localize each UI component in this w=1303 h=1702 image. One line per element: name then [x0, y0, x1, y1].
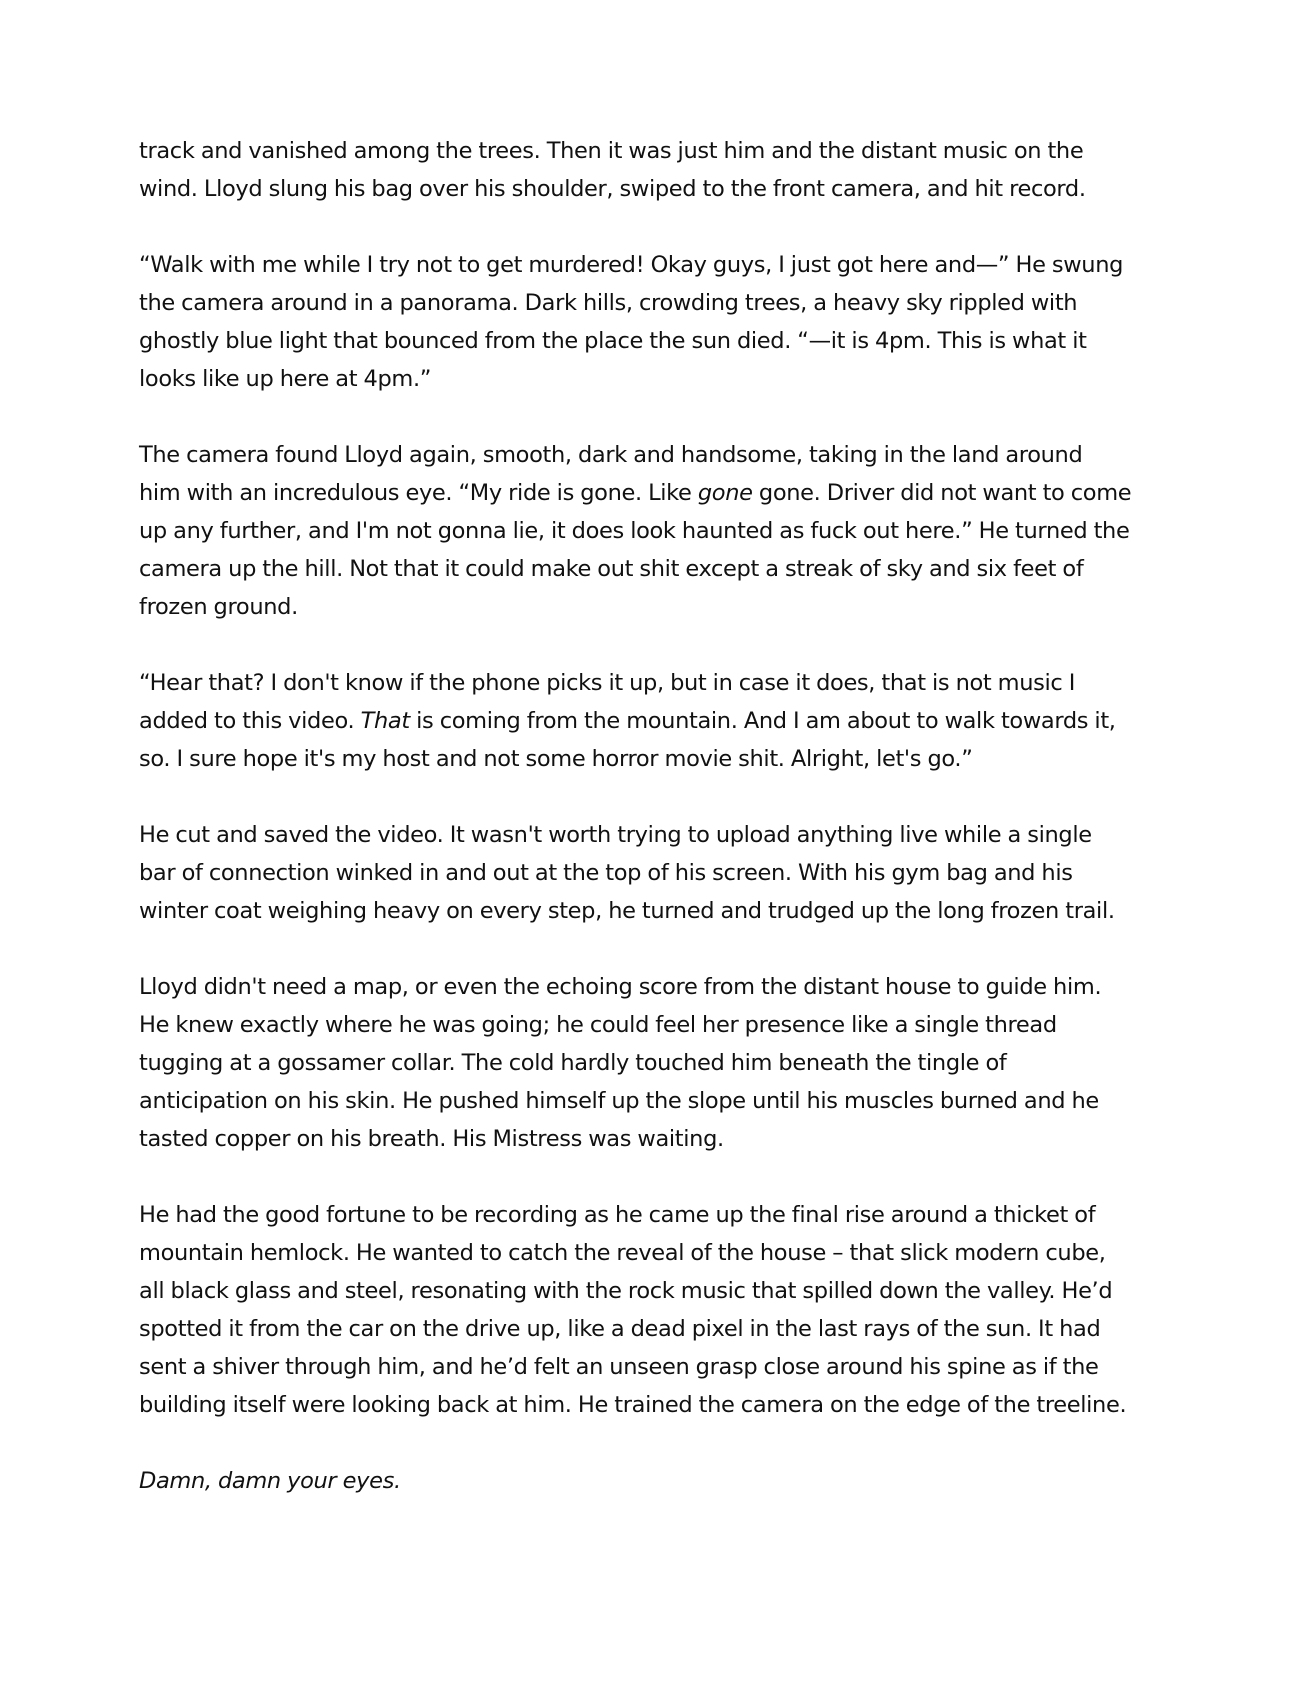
text-line	[139, 1044, 1179, 1082]
document-body	[139, 132, 1179, 1500]
text-segment: is coming from the mountain. And I am about to walk towards it,	[409, 708, 1116, 734]
text-line	[139, 968, 1179, 1006]
paragraph	[139, 968, 1179, 1158]
text-segment: “Hear that? I don't know if the phone picks it up, but in case it does, that is not music I	[139, 670, 1076, 696]
text-segment: He had the good fortune to be recording as he came up the final rise around a thicket of	[139, 1202, 1096, 1228]
document-page	[139, 132, 1179, 1538]
text-segment: He knew exactly where he was going; he could feel her presence like a single thread	[139, 1012, 1057, 1038]
text-line	[139, 1234, 1179, 1272]
text-line	[139, 1006, 1179, 1044]
text-segment: spotted it from the car on the drive up, like a dead pixel in the last rays of the sun. It had	[139, 1316, 1101, 1342]
text-segment: up any further, and I'm not gonna lie, it does look haunted as fuck out here.” He turned the	[139, 518, 1130, 544]
text-line	[139, 1348, 1179, 1386]
italic-text: gone	[697, 480, 753, 506]
text-segment: tugging at a gossamer collar. The cold hardly touched him beneath the tingle of	[139, 1050, 1007, 1076]
italic-text: Damn, damn your eyes.	[139, 1468, 401, 1494]
text-segment: ghostly blue light that bounced from the place the sun died. “—it is 4pm. This is what it	[139, 328, 1087, 354]
text-line	[139, 588, 1179, 626]
text-line	[139, 474, 1179, 512]
paragraph	[139, 132, 1179, 208]
text-segment: looks like up here at 4pm.”	[139, 366, 432, 392]
text-line	[139, 550, 1179, 588]
text-line	[139, 1310, 1179, 1348]
text-line	[139, 246, 1179, 284]
text-segment: He cut and saved the video. It wasn't worth trying to upload anything live while a single	[139, 822, 1092, 848]
text-segment: anticipation on his skin. He pushed himself up the slope until his muscles burned and he	[139, 1088, 1099, 1114]
text-line	[139, 664, 1179, 702]
text-segment: building itself were looking back at him. He trained the camera on the edge of the treeline.	[139, 1392, 1127, 1418]
text-line	[139, 1120, 1179, 1158]
paragraph	[139, 664, 1179, 778]
text-segment: wind. Lloyd slung his bag over his shoulder, swiped to the front camera, and hit record.	[139, 176, 1086, 202]
text-line	[139, 702, 1179, 740]
text-line	[139, 360, 1179, 398]
text-line	[139, 170, 1179, 208]
text-line	[139, 892, 1179, 930]
text-segment: tasted copper on his breath. His Mistress was waiting.	[139, 1126, 724, 1152]
text-segment: sent a shiver through him, and he’d felt an unseen grasp close around his spine as if the	[139, 1354, 1099, 1380]
text-line	[139, 1196, 1179, 1234]
text-line	[139, 322, 1179, 360]
text-segment: frozen ground.	[139, 594, 298, 620]
text-segment: camera up the hill. Not that it could make out shit except a streak of sky and six feet of	[139, 556, 1084, 582]
italic-text: That	[360, 708, 410, 734]
text-segment: him with an incredulous eye. “My ride is gone. Like	[139, 480, 698, 506]
paragraph	[139, 816, 1179, 930]
text-segment: gone. Driver did not want to come	[752, 480, 1132, 506]
text-line	[139, 740, 1179, 778]
paragraph	[139, 1462, 1179, 1500]
text-segment: added to this video.	[139, 708, 361, 734]
text-line	[139, 512, 1179, 550]
text-segment: bar of connection winked in and out at the top of his screen. With his gym bag and his	[139, 860, 1073, 886]
text-line	[139, 436, 1179, 474]
text-segment: winter coat weighing heavy on every step, he turned and trudged up the long frozen trail.	[139, 898, 1115, 924]
paragraph	[139, 436, 1179, 626]
text-segment: Lloyd didn't need a map, or even the echoing score from the distant house to guide him.	[139, 974, 1102, 1000]
text-segment: all black glass and steel, resonating with the rock music that spilled down the valley. He’d	[139, 1278, 1113, 1304]
text-line	[139, 1386, 1179, 1424]
text-line	[139, 854, 1179, 892]
text-segment: The camera found Lloyd again, smooth, dark and handsome, taking in the land around	[139, 442, 1083, 468]
text-segment: “Walk with me while I try not to get murdered! Okay guys, I just got here and—” He swung	[139, 252, 1124, 278]
text-line	[139, 1082, 1179, 1120]
paragraph	[139, 246, 1179, 398]
text-segment: so. I sure hope it's my host and not some horror movie shit. Alright, let's go.”	[139, 746, 973, 772]
text-line	[139, 816, 1179, 854]
paragraph	[139, 1196, 1179, 1424]
text-line	[139, 132, 1179, 170]
text-segment: the camera around in a panorama. Dark hills, crowding trees, a heavy sky rippled with	[139, 290, 1078, 316]
text-line	[139, 1462, 1179, 1500]
text-line	[139, 1272, 1179, 1310]
text-line	[139, 284, 1179, 322]
text-segment: track and vanished among the trees. Then it was just him and the distant music on the	[139, 138, 1084, 164]
text-segment: mountain hemlock. He wanted to catch the reveal of the house – that slick modern cube,	[139, 1240, 1106, 1266]
